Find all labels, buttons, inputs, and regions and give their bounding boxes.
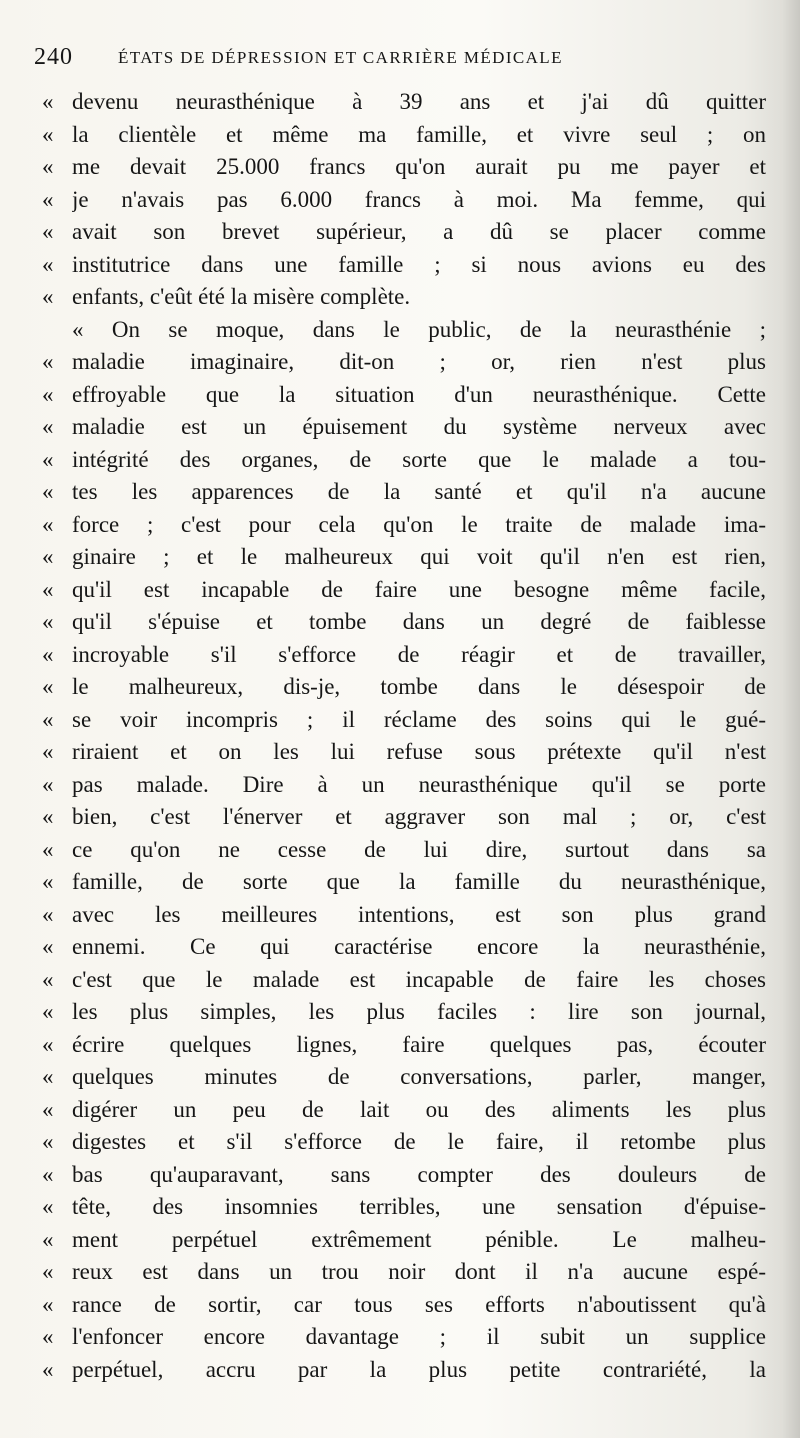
line-text: bas qu'auparavant, sans compter des douleurs de (72, 1161, 766, 1187)
page-header (34, 44, 774, 74)
text-line (42, 1321, 766, 1354)
text-line (42, 671, 766, 704)
quote-mark: « (42, 1031, 54, 1057)
line-text: le malheureux, dis-je, tombe dans le désespoir de (72, 674, 766, 699)
quote-mark: « (42, 836, 54, 862)
quote-mark: « (42, 1194, 54, 1219)
quote-mark: « (42, 1356, 54, 1382)
line-text: avec les meilleures intentions, est son plus grand (72, 901, 766, 927)
quote-mark: « (42, 121, 54, 147)
quote-mark: « (42, 1324, 54, 1349)
quote-mark: « (42, 1226, 54, 1252)
line-text: famille, de sorte que la famille du neurasthénique, (72, 869, 766, 894)
running-head: ÉTATS DE DÉPRESSION ET CARRIÈRE MÉDICALE (118, 48, 563, 67)
line-text: ment perpétuel extrêmement pénible. Le malheu- (72, 1226, 766, 1252)
text-line (42, 996, 766, 1029)
text-line (42, 866, 766, 899)
text-line (42, 541, 766, 574)
line-text: pas malade. Dire à un neurasthénique qu'il se porte (72, 771, 766, 797)
text-line (42, 899, 766, 932)
line-text: tête, des insomnies terribles, une sensation d'épuise- (72, 1194, 766, 1219)
quote-mark: « (42, 901, 54, 927)
line-text: effroyable que la situation d'un neurasthénique. Cette (72, 381, 766, 407)
quote-mark: « (42, 739, 54, 764)
text-line (42, 834, 766, 867)
quote-mark: « (42, 1291, 54, 1317)
text-line (42, 476, 766, 509)
quote-mark: « (42, 1096, 54, 1122)
line-text: c'est que le malade est incapable de faire les choses (72, 966, 766, 992)
text-line (42, 509, 766, 542)
quote-mark: « (42, 1064, 54, 1089)
text-line (42, 801, 766, 834)
line-text: je n'avais pas 6.000 francs à moi. Ma femme, qui (72, 186, 766, 212)
text-line (42, 281, 766, 314)
quote-mark: « (42, 251, 54, 277)
text-line (42, 86, 766, 119)
quote-mark: « (42, 446, 54, 472)
page-number: 240 (34, 44, 73, 70)
text-line (42, 314, 766, 347)
body-text (42, 86, 766, 1386)
quote-mark: « (42, 414, 54, 439)
quote-mark: « (42, 609, 54, 634)
text-line (42, 379, 766, 412)
text-line (42, 639, 766, 672)
quote-mark: « (42, 999, 54, 1024)
quote-mark: « (42, 284, 54, 309)
line-text: reux est dans un trou noir dont il n'a aucune espé- (72, 1259, 766, 1284)
quote-mark: « (42, 966, 54, 992)
quote-mark: « (42, 89, 54, 114)
line-text: force ; c'est pour cela qu'on le traite de malade ima- (72, 511, 766, 537)
line-text: qu'il s'épuise et tombe dans un degré de faiblesse (72, 609, 766, 634)
quote-mark: « (42, 706, 54, 732)
quote-mark: « (42, 1161, 54, 1187)
text-line (42, 249, 766, 282)
text-line (42, 606, 766, 639)
line-text: bien, c'est l'énerver et aggraver son mal ; or, c'est (72, 804, 766, 829)
text-line (42, 964, 766, 997)
line-text: incroyable s'il s'efforce de réagir et de travailler, (72, 641, 766, 667)
text-line (42, 1289, 766, 1322)
quote-mark: « (42, 1129, 54, 1154)
text-line (42, 704, 766, 737)
quote-mark: « (42, 674, 54, 699)
text-line (42, 736, 766, 769)
line-text: digestes et s'il s'efforce de le faire, il retombe plus (72, 1129, 766, 1154)
line-text: quelques minutes de conversations, parler, manger, (72, 1064, 766, 1089)
text-line (42, 574, 766, 607)
text-line (42, 1354, 766, 1387)
line-text: ce qu'on ne cesse de lui dire, surtout dans sa (72, 836, 766, 862)
quote-mark: « (42, 771, 54, 797)
text-line (42, 1126, 766, 1159)
quote-mark: « (42, 576, 54, 602)
text-line (42, 1159, 766, 1192)
quote-mark: « (42, 349, 54, 374)
line-text: perpétuel, accru par la plus petite contrariété, la (72, 1356, 766, 1382)
quote-mark: « (42, 219, 54, 244)
line-text: digérer un peu de lait ou des aliments les plus (72, 1096, 766, 1122)
text-line (42, 411, 766, 444)
line-text: maladie est un épuisement du système nerveux avec (72, 414, 766, 439)
text-line (42, 184, 766, 217)
quote-mark: « (42, 869, 54, 894)
line-text: l'enfoncer encore davantage ; il subit un supplice (72, 1324, 766, 1349)
text-line (42, 346, 766, 379)
line-text: « On se moque, dans le public, de la neurasthénie ; (72, 316, 766, 342)
quote-mark: « (42, 641, 54, 667)
quote-mark: « (42, 186, 54, 212)
text-line (42, 444, 766, 477)
line-text: qu'il est incapable de faire une besogne même facile, (72, 576, 766, 602)
quote-mark: « (42, 511, 54, 537)
text-line (42, 769, 766, 802)
quote-mark (42, 314, 72, 347)
text-line (42, 1256, 766, 1289)
text-line (42, 1094, 766, 1127)
quote-mark: « (42, 934, 54, 959)
line-text: ginaire ; et le malheureux qui voit qu'il n'en est rien, (72, 544, 766, 569)
text-line (42, 119, 766, 152)
line-text: devenu neurasthénique à 39 ans et j'ai dû quitter (72, 89, 766, 114)
quote-mark: « (42, 544, 54, 569)
line-text: se voir incompris ; il réclame des soins qui le gué- (72, 706, 766, 732)
line-text: ennemi. Ce qui caractérise encore la neurasthénie, (72, 934, 766, 959)
line-text: me devait 25.000 francs qu'on aurait pu me payer et (72, 154, 766, 179)
line-text: intégrité des organes, de sorte que le malade a tou- (72, 446, 766, 472)
line-text: maladie imaginaire, dit-on ; or, rien n'est plus (72, 349, 766, 374)
line-text: institutrice dans une famille ; si nous avions eu des (72, 251, 766, 277)
quote-mark: « (42, 804, 54, 829)
text-line (42, 1191, 766, 1224)
line-text: la clientèle et même ma famille, et vivre seul ; on (72, 121, 766, 147)
line-text: tes les apparences de la santé et qu'il n'a aucune (72, 479, 766, 504)
line-text: riraient et on les lui refuse sous prétexte qu'il n'est (72, 739, 766, 764)
quote-mark: « (42, 1259, 54, 1284)
quote-mark: « (42, 154, 54, 179)
text-line (42, 151, 766, 184)
quote-mark: « (42, 479, 54, 504)
text-line (42, 1029, 766, 1062)
text-line (42, 1224, 766, 1257)
text-line (42, 216, 766, 249)
text-line (42, 931, 766, 964)
quote-mark: « (42, 381, 54, 407)
line-text: avait son brevet supérieur, a dû se placer comme (72, 219, 766, 244)
line-text: les plus simples, les plus faciles : lire son journal, (72, 999, 766, 1024)
line-text: rance de sortir, car tous ses efforts n'aboutissent qu'à (72, 1291, 766, 1317)
line-text: écrire quelques lignes, faire quelques pas, écouter (72, 1031, 766, 1057)
line-text: enfants, c'eût été la misère complète. (72, 284, 411, 309)
text-line (42, 1061, 766, 1094)
page-edge-shadow (782, 0, 800, 1438)
